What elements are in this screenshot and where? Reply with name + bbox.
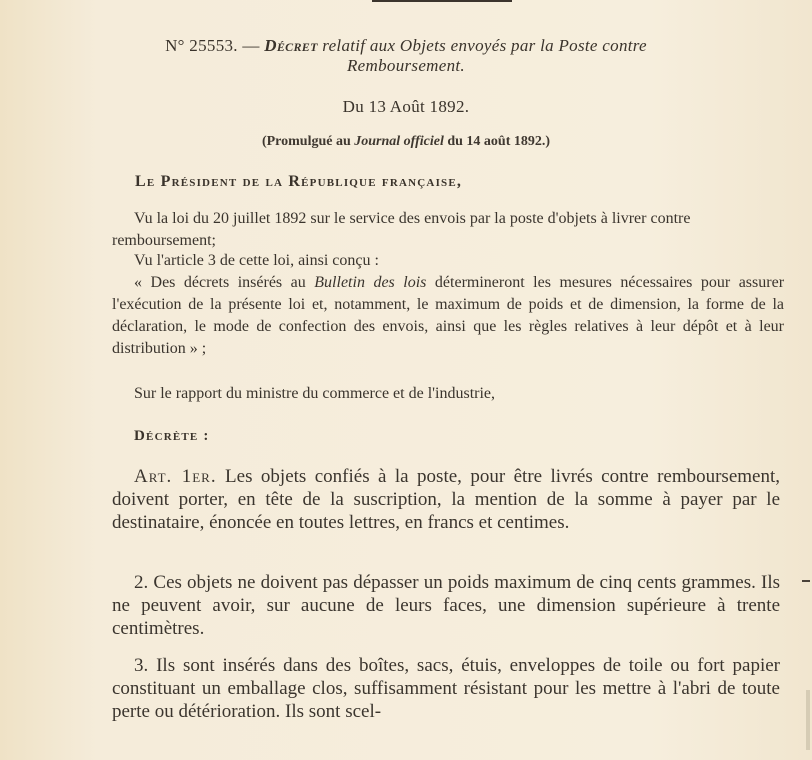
title-dash: — xyxy=(242,36,260,55)
margin-mark xyxy=(802,580,810,582)
quote-before: « Des décrets insérés au xyxy=(134,274,306,291)
decrete-heading: Décrète : xyxy=(134,428,210,444)
article-1-text: Les objets confiés à la poste, pour être livrés contre remboursement, doivent porter, en tête de la suscription, la mention de la somme à payer par le destinataire, énoncée en toutes lettres, en francs et centimes. xyxy=(112,466,780,533)
article-3 xyxy=(112,654,780,723)
paragraph-vu-article: Vu l'article 3 de cette loi, ainsi conçu : xyxy=(134,252,379,269)
article-2-text: Ces objets ne doivent pas dépasser un poids maximum de cinq cents grammes. Ils ne peuvent avoir, sur aucune de leurs faces, une dimension supérieure à trente centimètres. xyxy=(112,572,780,639)
promulgation-before: (Promulgué au xyxy=(261,134,351,149)
quoted-article xyxy=(112,272,784,360)
paragraph-vu-loi-text: Vu la loi du 20 juillet 1892 sur le service des envois par la poste d'objets à livrer contre remboursement; xyxy=(112,210,691,249)
paragraph-rapport: Sur le rapport du ministre du commerce et de l'industrie, xyxy=(134,385,496,402)
paragraph-vu-loi xyxy=(112,208,786,252)
promulgation-note xyxy=(0,134,812,150)
article-3-text: Ils sont insérés dans des boîtes, sacs, étuis, enveloppes de toile ou fort papier constituant un emballage clos, suffisamment résistant pour les mettre à l'abri de toute perte ou détérioration. Ils sont scel- xyxy=(112,655,781,722)
decree-number: N° 25553. xyxy=(165,36,238,55)
president-heading: Le Président de la République française, xyxy=(135,173,463,190)
bulletin-des-lois: Bulletin des lois xyxy=(314,274,427,291)
decree-title-line2: Remboursement. xyxy=(347,56,465,75)
article-1-label: Art. 1er. xyxy=(134,466,217,487)
top-rule xyxy=(372,0,512,2)
article-2 xyxy=(112,571,780,640)
decree-title xyxy=(0,36,812,76)
decree-word: Décret xyxy=(264,36,318,55)
journal-officiel: Journal officiel xyxy=(354,134,444,149)
article-1 xyxy=(112,465,780,534)
decree-date: Du 13 Août 1892. xyxy=(342,97,470,116)
decree-subject: relatif aux Objets envoyés par la Poste contre xyxy=(322,36,647,55)
decree-title-line1 xyxy=(0,36,812,56)
article-2-label: 2. xyxy=(134,572,149,593)
page-edge-shadow xyxy=(806,690,810,750)
quote-after: détermineront les mesures nécessaires pour assurer l'exécution de la présente loi et, notamment, le maximum de poids et de dimension, la forme de la déclaration, le mode de confection des envois, ainsi que les règles relatives à leur dépôt et à leur distribution » ; xyxy=(112,274,785,357)
promulgation-after: du 14 août 1892.) xyxy=(447,134,551,149)
article-3-label: 3. xyxy=(134,655,149,676)
